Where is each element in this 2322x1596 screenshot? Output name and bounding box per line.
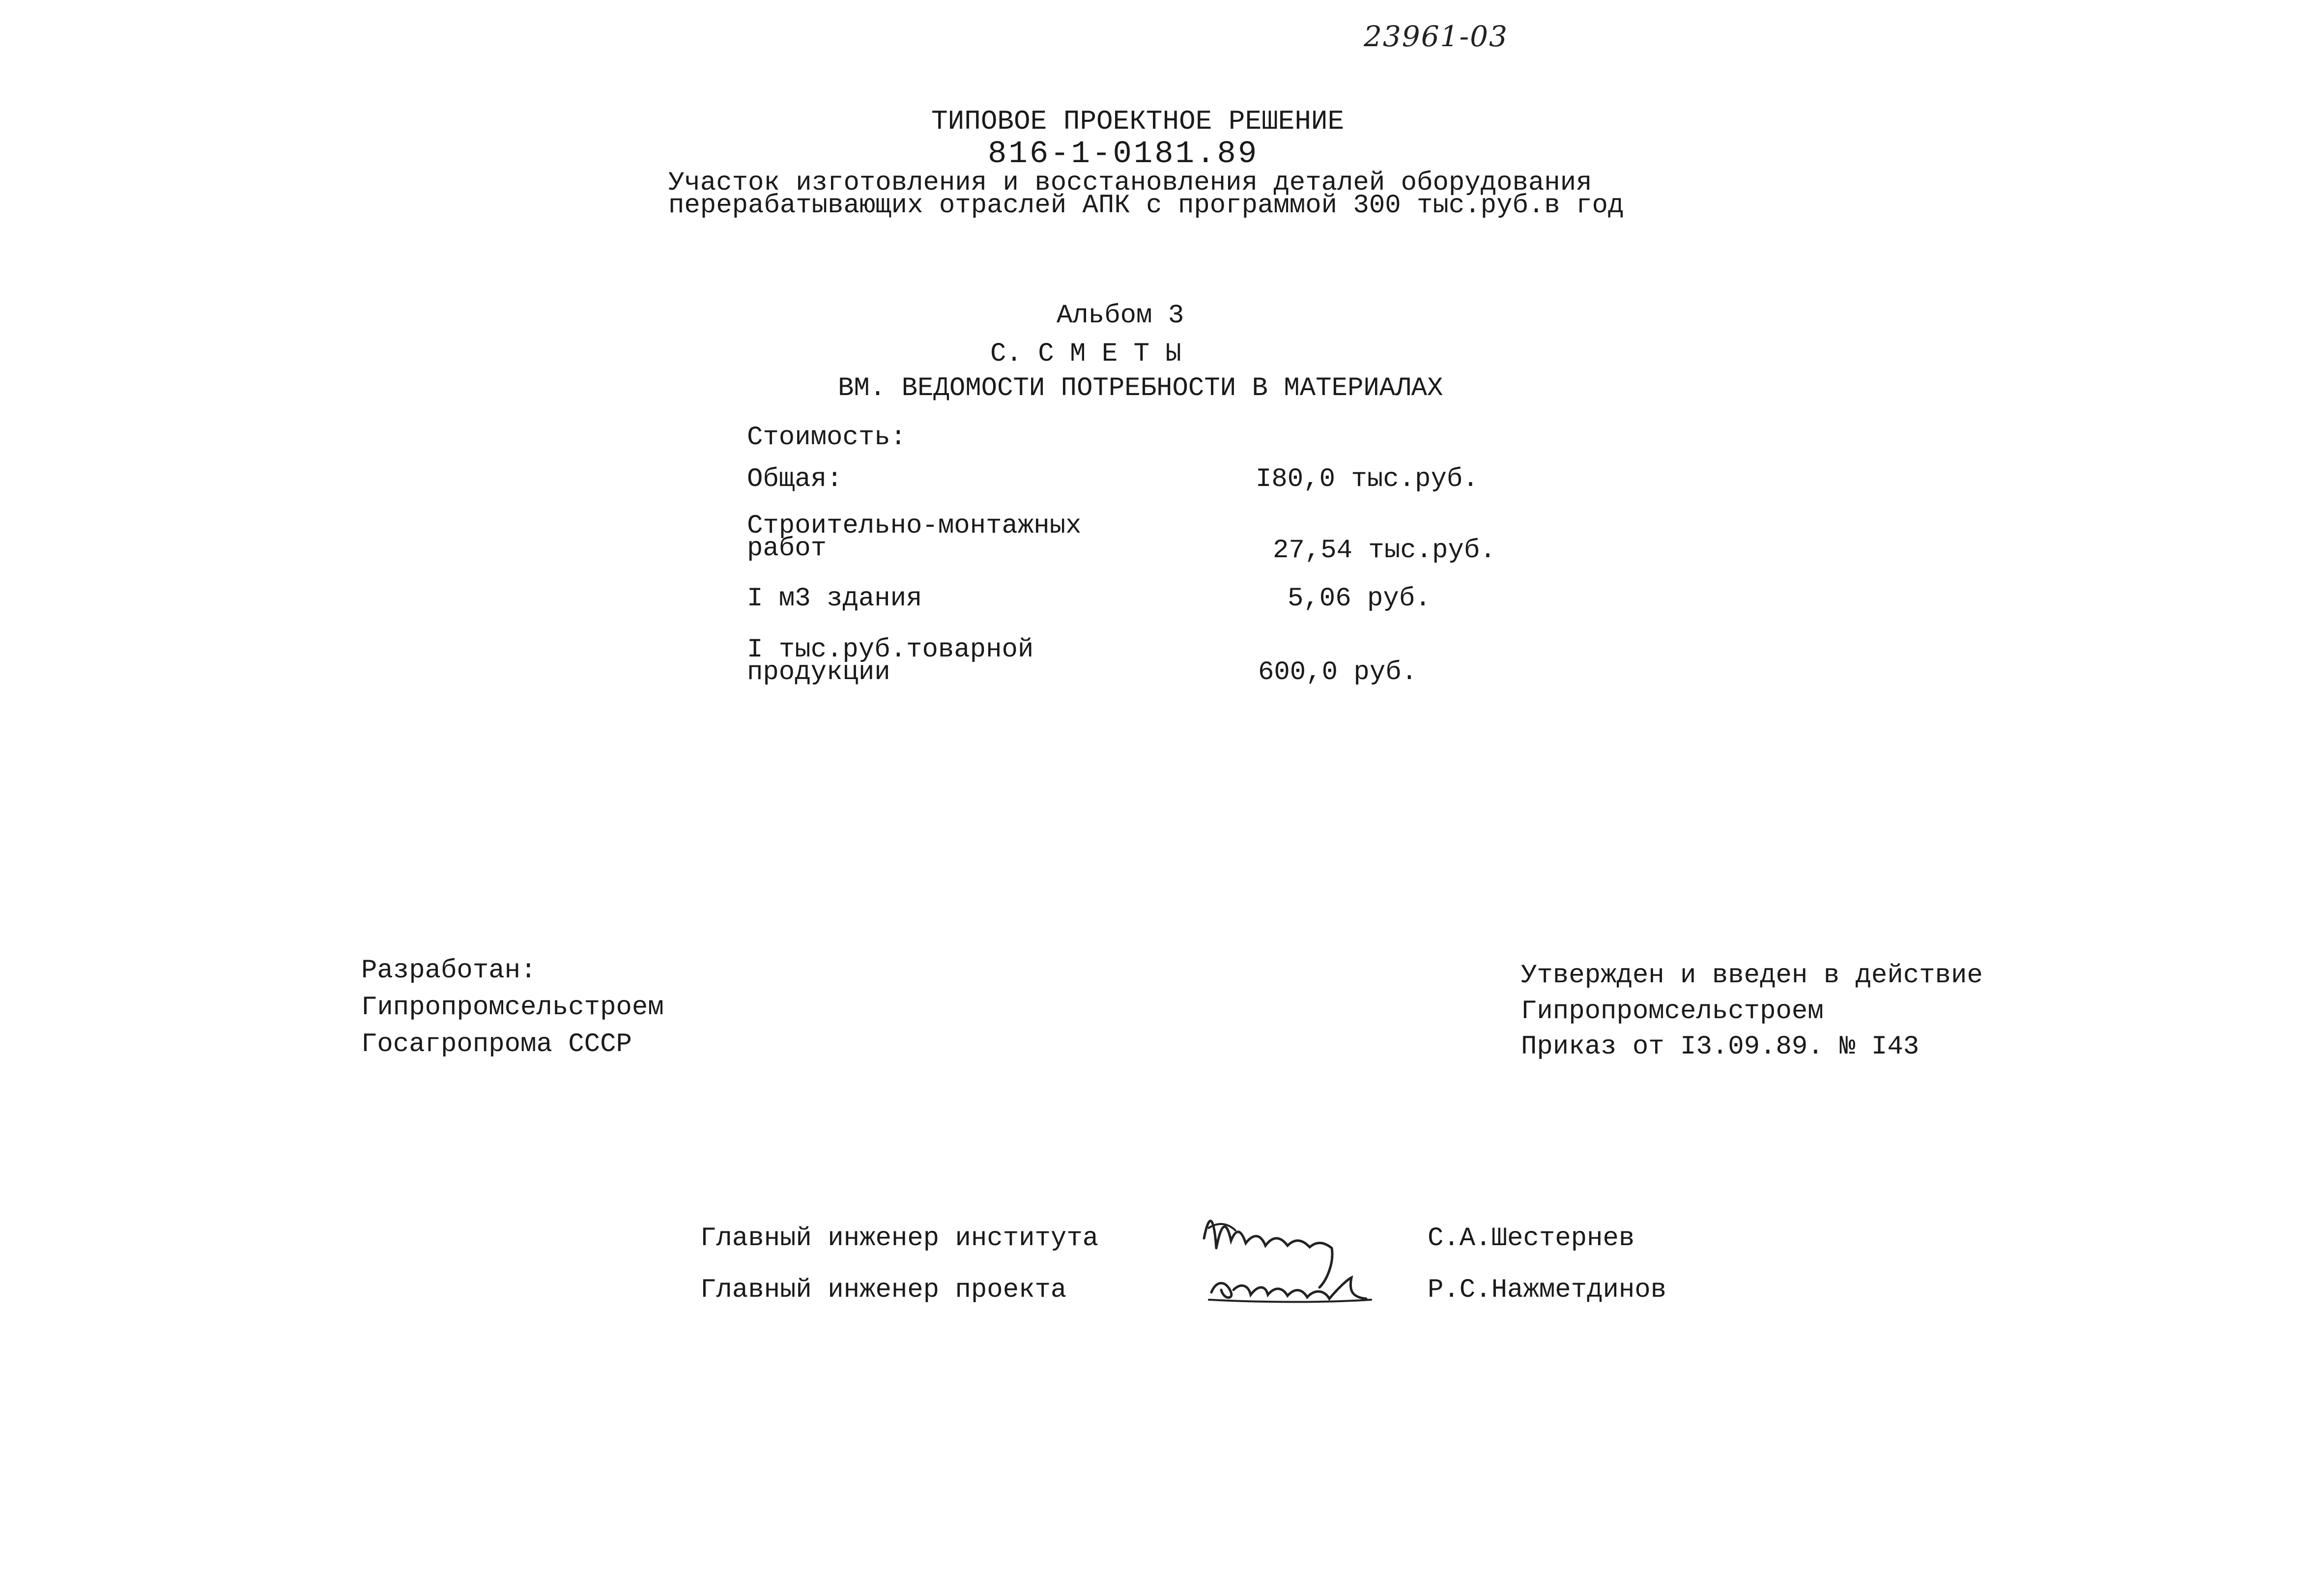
cost-row-product-value: 600,0 руб. — [1258, 657, 1418, 687]
developer-agency: Госагропрома СССР — [361, 1029, 632, 1059]
archive-number: 23961-03 — [1364, 20, 1508, 53]
cost-row-construction-label-line2: работ — [747, 534, 827, 564]
subsection-title: ВМ. ВЕДОМОСТИ ПОТРЕБНОСТИ В МАТЕРИАЛАХ — [838, 373, 1443, 403]
signature-position-1: Главный инженер института — [700, 1224, 1099, 1254]
cost-row-product-label-line2: продукции — [747, 657, 890, 687]
album-number: Альбом 3 — [1057, 301, 1184, 331]
cost-row-product-label-line1: I тыс.руб.товарной — [747, 635, 1034, 665]
cost-row-total-value: I80,0 тыс.руб. — [1256, 464, 1479, 494]
cost-row-building-label: I м3 здания — [747, 584, 922, 614]
cost-heading: Стоимость: — [747, 423, 907, 453]
cost-row-product-label — [747, 635, 1034, 687]
project-code: 816-1-0181.89 — [988, 137, 1259, 172]
approval-order: Приказ от I3.09.89. № I43 — [1521, 1032, 1920, 1062]
cost-row-total-label: Общая: — [747, 464, 843, 494]
developer-organization: Гипропромсельстроем — [361, 993, 664, 1023]
developer-label: Разработан: — [361, 956, 537, 986]
cost-row-building-value: 5,06 руб. — [1288, 584, 1431, 614]
approval-label: Утвержден и введен в действие — [1521, 961, 1983, 991]
document-type-title: ТИПОВОЕ ПРОЕКТНОЕ РЕШЕНИЕ — [931, 106, 1345, 137]
cost-row-construction-label-line1: Строительно-монтажных — [747, 511, 1082, 541]
signatory-name-1: С.А.Шестернев — [1428, 1224, 1635, 1254]
section-title: С. С М Е Т Ы — [990, 339, 1181, 369]
approval-organization: Гипропромсельстроем — [1521, 997, 1824, 1026]
signature-position-2: Главный инженер проекта — [700, 1275, 1067, 1305]
cost-row-construction-value: 27,54 тыс.руб. — [1273, 536, 1496, 566]
cost-row-construction-label — [747, 511, 1082, 564]
project-subtitle-line1: Участок изготовления и восстановления деталей оборудования — [668, 168, 1592, 198]
project-subtitle-line2: перерабатывающих отраслей АПК с программой 300 тыс.руб.в год — [668, 191, 1624, 221]
handwritten-signature-2 — [1204, 1270, 1391, 1310]
signatory-name-2: Р.С.Нажметдинов — [1428, 1275, 1667, 1305]
